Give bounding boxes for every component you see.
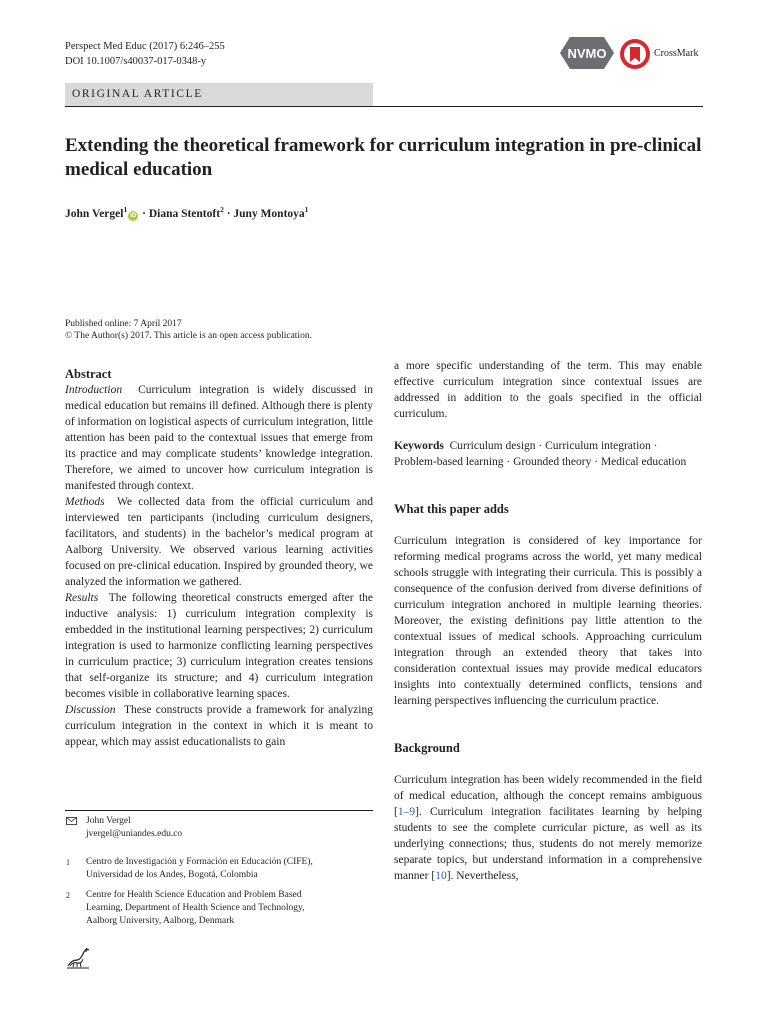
affiliation-1 bbox=[86, 856, 313, 882]
affiliation-mark: 1 bbox=[66, 858, 70, 867]
crossmark-label[interactable]: CrossMark bbox=[654, 48, 699, 59]
keywords-label: Keywords bbox=[394, 440, 444, 452]
introduction-text: Curriculum integration is widely discussed in medical education but remains ill defined. Although there is plenty of information on logistical aspects of curriculum integration, little attention has been paid to the contextual issues that emerge from its practice and may complicate students’ knowledge integration. Therefore, we aimed to uncover how curriculum integration is manifested through context. bbox=[65, 384, 373, 492]
background-text bbox=[394, 772, 702, 884]
affiliation-2 bbox=[86, 889, 305, 928]
author-affiliation-mark: 2 bbox=[220, 205, 224, 214]
citation-link[interactable]: 1–9 bbox=[397, 806, 416, 818]
abstract-introduction bbox=[65, 382, 373, 494]
methods-label: Methods bbox=[65, 496, 105, 508]
discussion-text: These constructs provide a framework for analyzing curriculum integration in the context in which it is meant to appear, which may assist educationalists to gain bbox=[65, 704, 373, 748]
author-name[interactable]: John Vergel bbox=[65, 207, 124, 220]
abstract-methods bbox=[65, 494, 373, 590]
corresponding-author-name: John Vergel bbox=[86, 816, 131, 826]
copyright-notice: © The Author(s) 2017. This article is an open access publication. bbox=[65, 331, 312, 341]
springer-horse-icon bbox=[65, 944, 91, 970]
abstract-results bbox=[65, 590, 373, 702]
affiliation-line: Centre for Health Science Education and Problem Based bbox=[86, 890, 302, 900]
publication-info bbox=[65, 318, 312, 342]
corresponding-author-email[interactable]: jvergel@uniandes.edu.co bbox=[86, 829, 183, 839]
what-this-paper-adds-text: Curriculum integration is considered of key importance for reforming medical programs across the world, yet many medical schools struggle with integrating their curricula. This is possibly a consequence of the confusion derived from diverse definitions of curriculum integration anchored in multiple learning theories. Moreover, the existing definitions pay little attention to the contextual issues of medical schools. Approaching curriculum integration through an extended theory that takes into consideration contextual issues may provide medical educators insights into contextually determined conflicts, tensions and learning perspectives influencing the curriculum practice. bbox=[394, 535, 702, 707]
author-name[interactable]: Diana Stentoft bbox=[148, 207, 221, 220]
affiliation-line: Universidad de los Andes, Bogotá, Colombia bbox=[86, 870, 258, 880]
keywords-text: Curriculum design · Curriculum integration · Problem-based learning · Grounded theory · Medical education bbox=[394, 440, 687, 468]
article-type-bar bbox=[65, 83, 373, 106]
nvmo-logo-text: NVMO bbox=[567, 46, 607, 61]
results-label: Results bbox=[65, 592, 99, 604]
author-affiliation-mark: 1 bbox=[123, 205, 128, 214]
what-this-paper-adds-heading: What this paper adds bbox=[394, 502, 509, 516]
abstract-heading: Abstract bbox=[65, 367, 112, 381]
background-heading: Background bbox=[394, 741, 460, 755]
doi: DOI 10.1007/s40037-017-0348-y bbox=[65, 56, 207, 67]
abstract-discussion bbox=[65, 702, 373, 750]
article-type-label: ORIGINAL ARTICLE bbox=[72, 88, 203, 100]
paper-title: Extending the theoretical framework for curriculum integration in pre-clinical medical education bbox=[65, 135, 702, 180]
footnote-rule bbox=[65, 810, 373, 811]
orcid-icon[interactable]: iD bbox=[129, 211, 137, 219]
discussion-label: Discussion bbox=[65, 704, 116, 716]
nvmo-logo bbox=[556, 34, 618, 72]
right-column bbox=[394, 358, 702, 884]
author-name[interactable]: Juny Montoya bbox=[233, 207, 305, 220]
author-separator: · bbox=[226, 207, 231, 220]
affiliation-line: Aalborg University, Aalborg, Denmark bbox=[86, 916, 235, 926]
introduction-label: Introduction bbox=[65, 384, 123, 396]
methods-text: We collected data from the official curriculum and interviewed ten participants (including curriculum designers, facilitators, and students) in the bachelor’s medical program at Aalborg University. We observed various learning activities focused on pre-clinical education. Inspired by grounded theory, we analyzed the information we gathered. bbox=[65, 496, 373, 588]
author-separator: · bbox=[142, 207, 146, 220]
journal-reference: Perspect Med Educ (2017) 6:246–255 bbox=[65, 41, 225, 52]
affiliation-mark: 2 bbox=[66, 891, 70, 900]
background-text-part: ]. Nevertheless, bbox=[446, 870, 519, 882]
author-affiliation-mark: 1 bbox=[304, 205, 309, 214]
crossmark-icon[interactable] bbox=[619, 38, 651, 70]
header-rule bbox=[65, 106, 703, 107]
affiliation-line: Learning, Department of Health Science and Technology, bbox=[86, 903, 305, 913]
results-text: The following theoretical constructs emerged after the inductive analysis: 1) curriculum integration complexity is embedded in the institutional learning perspectives; 2) curriculum integration is used to harmonize conflicting learning perspectives in curriculum practice; 3) curriculum integration creates tensions that self-organize its structure; and 4) curriculum integration becomes visible in collaborative learning spaces. bbox=[65, 592, 374, 700]
author-list bbox=[65, 203, 308, 221]
background-text-part: Curriculum integration has been widely recommended in the field of medical education, although the concept remains ambiguous [ bbox=[394, 774, 702, 818]
published-date: Published online: 7 April 2017 bbox=[65, 319, 182, 329]
keywords bbox=[394, 438, 702, 470]
background-text-part: ]. Curriculum integration facilitates learning by helping students to see the complete curricular picture, as well as its underlying connections; thus, students do not merely memorize separate topics, but understand information in a comprehensive manner [ bbox=[394, 806, 702, 882]
citation-link[interactable]: 10 bbox=[435, 870, 447, 882]
abstract-continuation: a more specific understanding of the term. This may enable effective curriculum integration since contextual issues are addressed in addition to the goals specified in the official curriculum. bbox=[394, 360, 702, 420]
envelope-icon bbox=[66, 817, 77, 825]
left-column bbox=[65, 366, 373, 750]
affiliation-line: Centro de Investigación y Formación en Educación (CIFE), bbox=[86, 857, 313, 867]
